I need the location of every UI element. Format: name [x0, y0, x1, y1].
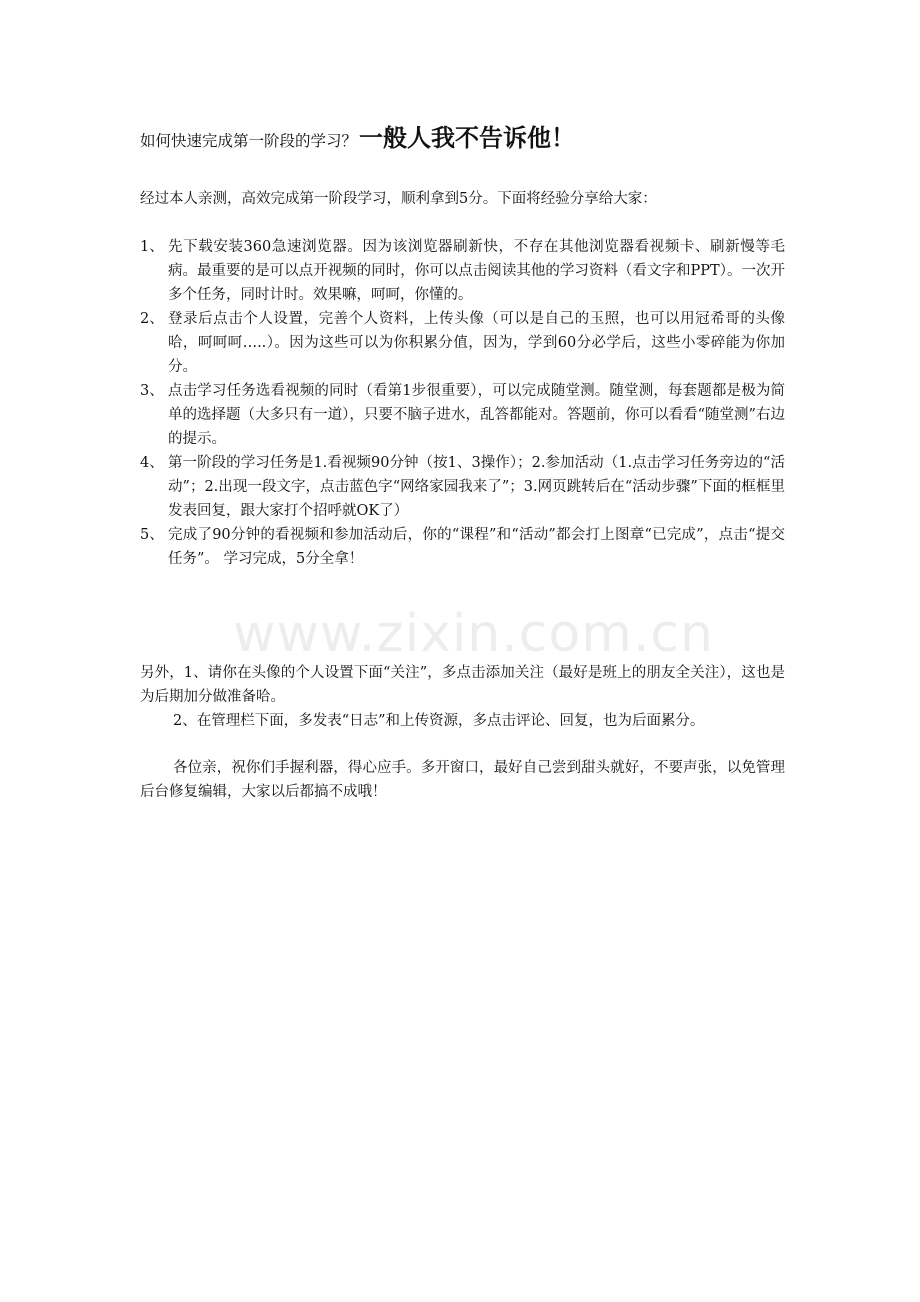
step-number: 2、: [140, 311, 164, 327]
spacer: [140, 571, 785, 661]
list-item: [140, 307, 785, 379]
step-number: 4、: [140, 455, 164, 471]
extra-paragraph-1: 另外，1、请你在头像的个人设置下面“关注”，多点击添加关注（最好是班上的朋友全关注），这也是为后期加分做准备哈。: [140, 665, 785, 705]
step-number: 3、: [140, 383, 164, 399]
steps-list: [140, 235, 785, 571]
step-text: 完成了90分钟的看视频和参加活动后，你的“课程”和“活动”都会打上图章“已完成”，点击“提交任务”。 学习完成，5分全拿！: [168, 527, 785, 567]
extra-paragraph-2: 2、在管理栏下面，多发表“日志”和上传资源，多点击评论、回复，也为后面累分。: [173, 713, 705, 729]
step-text: 点击学习任务选看视频的同时（看第1步很重要），可以完成随堂测。随堂测，每套题都是极为简单的选择题（大多只有一道），只要不脑子进水，乱答都能对。答题前，你可以看看“随堂测”右边的提示。: [168, 383, 785, 447]
step-number: 5、: [140, 527, 164, 543]
document-title: [140, 116, 785, 163]
list-item: [140, 235, 785, 307]
blank-line: [140, 733, 785, 756]
list-item: [140, 379, 785, 451]
step-number: 1、: [140, 239, 164, 255]
list-item: [140, 451, 785, 523]
list-item: [140, 523, 785, 571]
document-body: [140, 116, 785, 804]
watermark: www.zixin.com.cn: [233, 604, 714, 664]
title-small: 如何快速完成第一阶段的学习？: [140, 132, 358, 150]
step-text: 登录后点击个人设置，完善个人资料，上传头像（可以是自己的玉照，也可以用冠希哥的头像哈，呵呵呵…..）。因为这些可以为你积累分值，因为，学到60分必学后，这些小零碎能为你加分。: [168, 311, 785, 375]
intro-paragraph: 经过本人亲测，高效完成第一阶段学习，顺利拿到5分。下面将经验分享给大家：: [140, 191, 657, 207]
step-text: 第一阶段的学习任务是1.看视频90分钟（按1、3操作）；2.参加活动（1.点击学习任务旁边的“活动”；2.出现一段文字，点击蓝色字“网络家园我来了”；3.网页跳转后在“活动步骤”下面的框框里发表回复，跟大家打个招呼就OK了）: [168, 455, 785, 519]
title-big: 一般人我不告诉他！: [359, 123, 576, 152]
closing-paragraph: 各位亲，祝你们手握利器，得心应手。多开窗口，最好自己尝到甜头就好，不要声张，以免管理后台修复编辑，大家以后都搞不成哦！: [140, 760, 785, 800]
step-text: 先下载安装360急速浏览器。因为该浏览器刷新快，不存在其他浏览器看视频卡、刷新慢等毛病。最重要的是可以点开视频的同时，你可以点击阅读其他的学习资料（看文字和PPT）。一次开多个任务，同时计时。效果嘛，呵呵，你懂的。: [168, 239, 785, 303]
